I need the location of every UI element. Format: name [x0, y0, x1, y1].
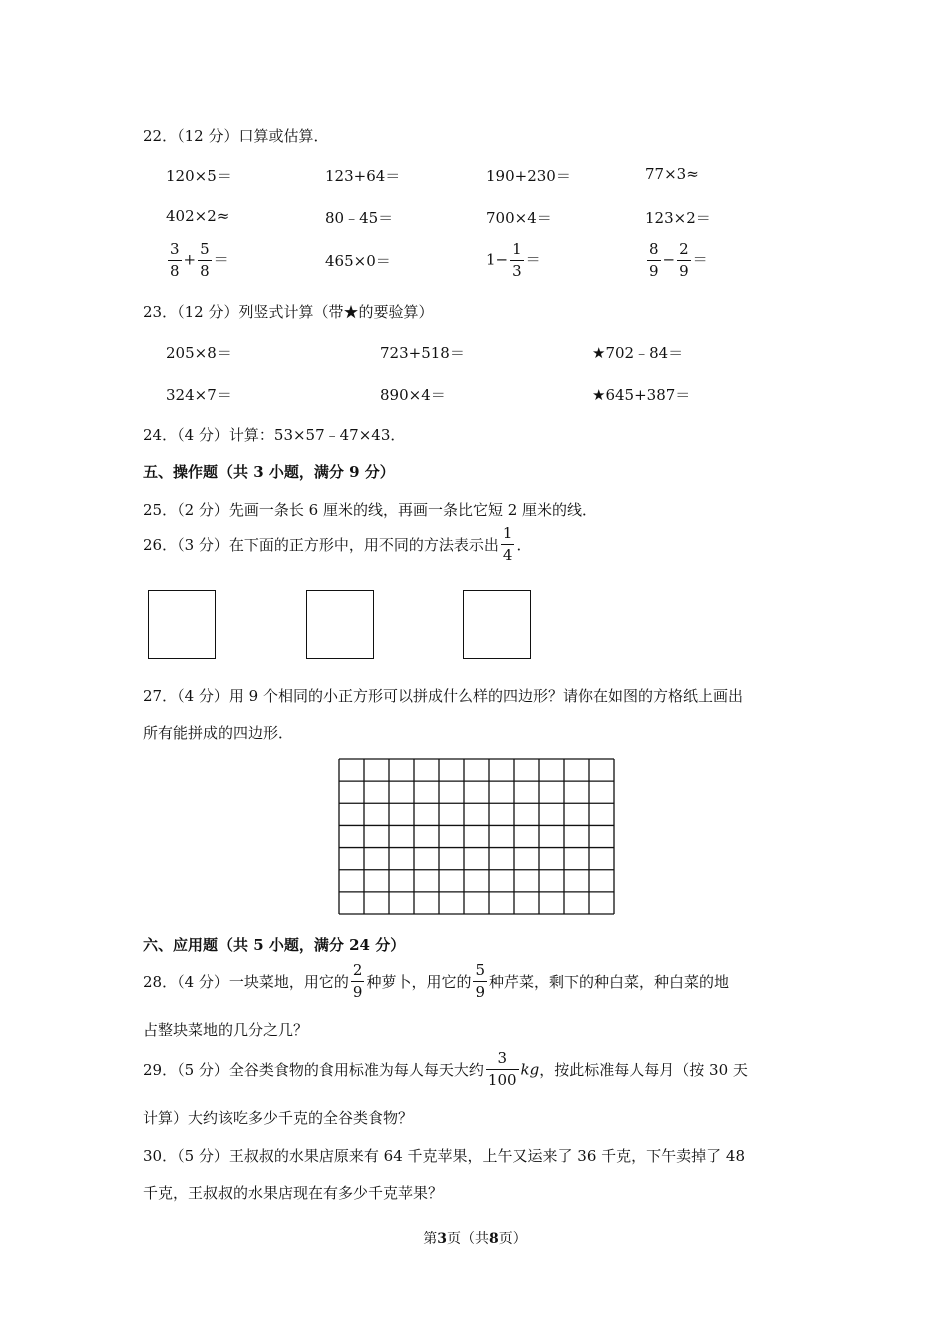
- q27-text-line2: 所有能拼成的四边形．: [143, 724, 294, 742]
- q22-item: 190+230＝: [486, 167, 571, 185]
- q26-text: 26．（3 分）在下面的正方形中，用不同的方法表示出 $\frac{1}{4}$ ．: [143, 524, 532, 564]
- section-6-heading: 六、应用题（共 5 小题，满分 24 分）: [143, 936, 406, 954]
- q22-item: 123×2＝: [645, 209, 711, 227]
- q23-item: 324×7＝: [166, 386, 232, 404]
- q28-text-line1: 28．（4 分）一块菜地，用它的 $\frac{2}{9}$ 种萝卜，用它的 $\frac{5}{9}$ 种芹菜，剩下的种白菜，种白菜的地: [143, 961, 730, 1001]
- q23-item: ★645+387＝: [592, 386, 691, 404]
- blank-square-1[interactable]: [148, 590, 216, 659]
- q22-fraction-expr-c: 1− $\frac{1}{3}$ ＝: [486, 240, 541, 280]
- q22-item: 80﹣45＝: [325, 209, 394, 227]
- q28-text-line2: 占整块菜地的几分之几？: [143, 1021, 309, 1039]
- grid-paper[interactable]: [338, 758, 615, 915]
- q22-item: 700×4＝: [486, 209, 552, 227]
- q22-item: 120×5＝: [166, 167, 232, 185]
- q30-text-line1: 30．（5 分）王叔叔的水果店原来有 64 千克苹果，上午又运来了 36 千克，下午卖掉了 48: [143, 1147, 746, 1165]
- q25-text: 25．（2 分）先画一条长 6 厘米的线，再画一条比它短 2 厘米的线．: [143, 501, 598, 519]
- q23-item: 205×8＝: [166, 344, 232, 362]
- q23-item: 890×4＝: [380, 386, 446, 404]
- section-5-heading: 五、操作题（共 3 小题，满分 9 分）: [143, 463, 395, 481]
- page-footer: 第3页（共8页）: [423, 1231, 527, 1247]
- q22-title: 22．（12 分）口算或估算．: [143, 127, 329, 145]
- q27-text-line1: 27．（4 分）用 9 个相同的小正方形可以拼成什么样的四边形？请你在如图的方格纸上画出: [143, 687, 743, 705]
- q22-item: 123+64＝: [325, 167, 401, 185]
- q30-text-line2: 千克，王叔叔的水果店现在有多少千克苹果？: [143, 1184, 444, 1202]
- q23-item: 723+518＝: [380, 344, 465, 362]
- q22-fraction-expr-d: $\frac{8}{9}$ − $\frac{2}{9}$ ＝: [649, 240, 708, 280]
- q29-text-line2: 计算）大约该吃多少千克的全谷类食物？: [143, 1109, 414, 1127]
- blank-square-3[interactable]: [463, 590, 531, 659]
- q24-text: 24．（4 分）计算：53×57﹣47×43．: [143, 426, 406, 444]
- q29-text-line1: 29．（5 分）全谷类食物的食用标准为每人每天大约 $\frac{3}{100}$ kg，按此标准每人每月（按 30 天: [143, 1049, 748, 1089]
- q23-item: ★702﹣84＝: [592, 344, 684, 362]
- q22-item: 465×0＝: [325, 252, 391, 270]
- q23-title: 23．（12 分）列竖式计算（带★的要验算）: [143, 303, 434, 321]
- q22-fraction-expr-a: $\frac{3}{8}$ + $\frac{5}{8}$ ＝: [170, 240, 229, 280]
- q22-item: 402×2≈: [166, 207, 230, 225]
- blank-square-2[interactable]: [306, 590, 374, 659]
- q22-item: 77×3≈: [645, 165, 699, 183]
